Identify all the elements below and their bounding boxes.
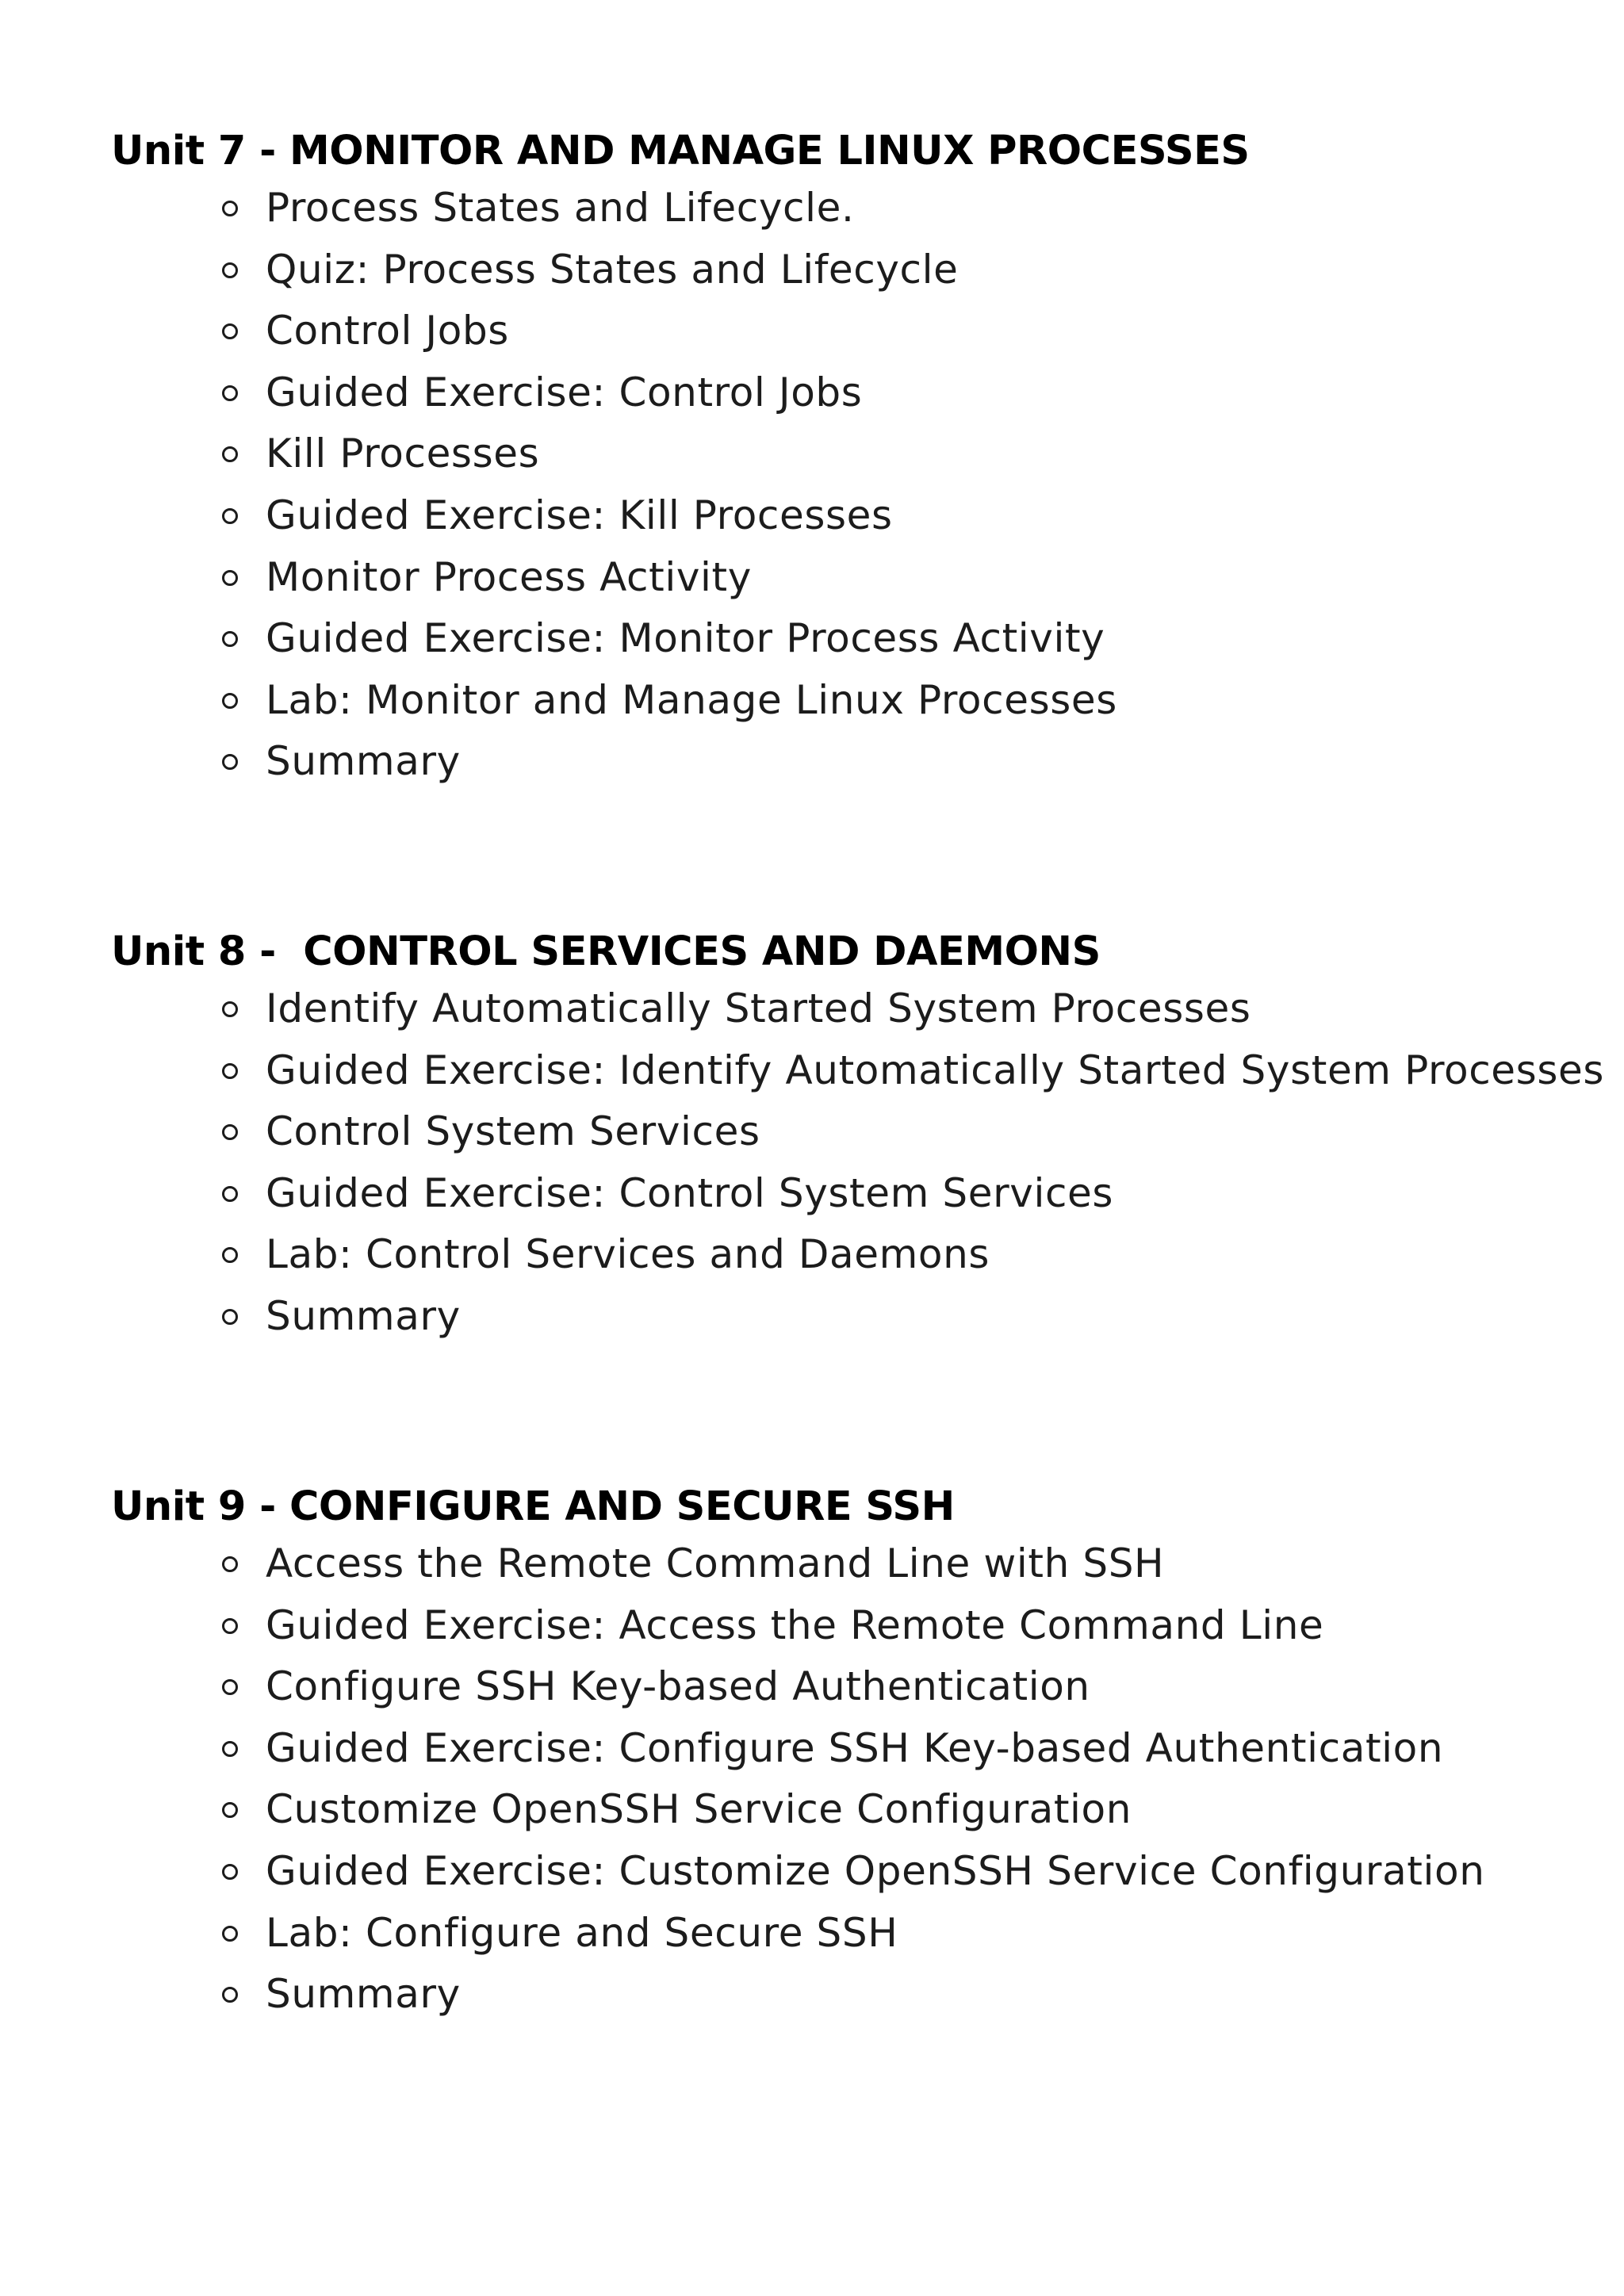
list-item	[111, 1718, 1602, 1780]
topic-label: Summary	[266, 1292, 461, 1339]
list-item	[111, 547, 1602, 609]
topic-label: Guided Exercise: Monitor Process Activity	[266, 615, 1105, 662]
circle-bullet-icon	[222, 1186, 238, 1202]
topic-label: Control Jobs	[266, 308, 509, 354]
circle-bullet-icon	[222, 693, 238, 709]
circle-bullet-icon	[222, 1247, 238, 1263]
topic-label: Guided Exercise: Access the Remote Command Line	[266, 1601, 1324, 1648]
topic-label: Lab: Monitor and Manage Linux Processes	[266, 676, 1117, 723]
list-item	[111, 1964, 1602, 2026]
list-item	[111, 1101, 1602, 1163]
list-item	[111, 608, 1602, 670]
circle-bullet-icon	[222, 1802, 238, 1818]
list-item	[111, 423, 1602, 485]
circle-bullet-icon	[222, 508, 238, 524]
circle-bullet-icon	[222, 570, 238, 586]
topic-label: Lab: Control Services and Daemons	[266, 1231, 990, 1278]
circle-bullet-icon	[222, 1926, 238, 1942]
list-item	[111, 1595, 1602, 1657]
circle-bullet-icon	[222, 1864, 238, 1880]
list-item	[111, 1841, 1602, 1903]
list-item	[111, 1903, 1602, 1965]
list-item	[111, 239, 1602, 301]
unit-9-section	[111, 1481, 1602, 2026]
unit-8-title: Unit 8 - CONTROL SERVICES AND DAEMONS	[111, 928, 1101, 975]
topic-label: Summary	[266, 738, 461, 785]
unit-8-section	[111, 926, 1602, 1348]
topic-label: Guided Exercise: Kill Processes	[266, 492, 893, 538]
circle-bullet-icon	[222, 1679, 238, 1695]
topic-label: Guided Exercise: Control System Services	[266, 1169, 1114, 1216]
circle-bullet-icon	[222, 201, 238, 216]
topic-label: Lab: Configure and Secure SSH	[266, 1909, 898, 1956]
list-item	[111, 1040, 1602, 1102]
circle-bullet-icon	[222, 1124, 238, 1140]
circle-bullet-icon	[222, 1618, 238, 1634]
circle-bullet-icon	[222, 1063, 238, 1079]
unit-7-title: Unit 7 - MONITOR AND MANAGE LINUX PROCESSES	[111, 128, 1250, 174]
topic-label: Access the Remote Command Line with SSH	[266, 1540, 1165, 1586]
list-item	[111, 362, 1602, 424]
list-item	[111, 300, 1602, 362]
unit-8-topic-list	[111, 978, 1602, 1348]
circle-bullet-icon	[222, 262, 238, 278]
circle-bullet-icon	[222, 323, 238, 339]
circle-bullet-icon	[222, 1309, 238, 1325]
unit-7-topic-list	[111, 178, 1602, 793]
unit-9-title: Unit 9 - CONFIGURE AND SECURE SSH	[111, 1483, 955, 1530]
circle-bullet-icon	[222, 754, 238, 770]
list-item	[111, 978, 1602, 1040]
circle-bullet-icon	[222, 1741, 238, 1757]
topic-label: Process States and Lifecycle.	[266, 185, 855, 231]
circle-bullet-icon	[222, 1987, 238, 2003]
topic-label: Configure SSH Key-based Authentication	[266, 1663, 1090, 1710]
topic-label: Monitor Process Activity	[266, 553, 752, 600]
unit-9-topic-list	[111, 1533, 1602, 2026]
topic-label: Guided Exercise: Identify Automatically Started System Processes	[266, 1047, 1604, 1093]
list-item	[111, 1286, 1602, 1348]
circle-bullet-icon	[222, 446, 238, 462]
list-item	[111, 1779, 1602, 1841]
list-item	[111, 1224, 1602, 1286]
circle-bullet-icon	[222, 631, 238, 647]
topic-label: Guided Exercise: Control Jobs	[266, 369, 863, 415]
unit-7-section	[111, 125, 1602, 793]
list-item	[111, 1656, 1602, 1718]
topic-label: Guided Exercise: Configure SSH Key-based Authentication	[266, 1724, 1444, 1771]
topic-label: Quiz: Process States and Lifecycle	[266, 246, 959, 293]
topic-label: Guided Exercise: Customize OpenSSH Service Configuration	[266, 1847, 1485, 1894]
circle-bullet-icon	[222, 385, 238, 401]
topic-label: Customize OpenSSH Service Configuration	[266, 1786, 1132, 1833]
circle-bullet-icon	[222, 1556, 238, 1572]
list-item	[111, 731, 1602, 793]
topic-label: Identify Automatically Started System Processes	[266, 985, 1251, 1031]
topic-label: Kill Processes	[266, 430, 540, 477]
list-item	[111, 1163, 1602, 1225]
list-item	[111, 485, 1602, 547]
topic-label: Summary	[266, 1971, 461, 2018]
list-item	[111, 178, 1602, 239]
circle-bullet-icon	[222, 1001, 238, 1017]
list-item	[111, 670, 1602, 732]
list-item	[111, 1533, 1602, 1595]
topic-label: Control System Services	[266, 1108, 760, 1155]
